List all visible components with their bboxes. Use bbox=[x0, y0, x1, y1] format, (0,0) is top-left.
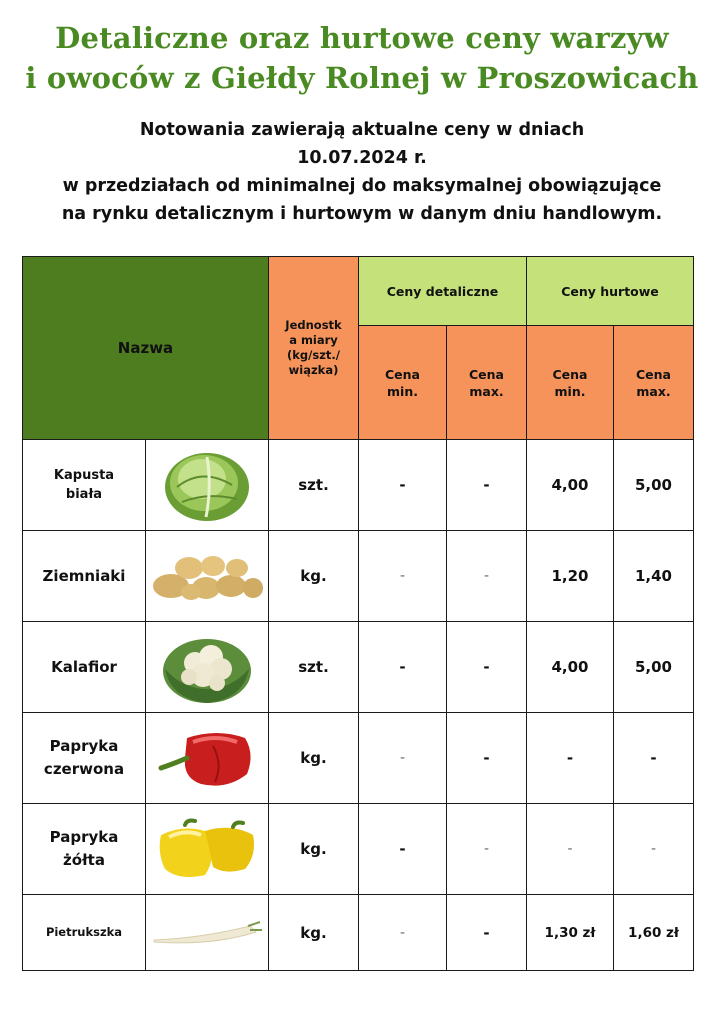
row-name bbox=[23, 804, 146, 895]
row-wholesale-max: - bbox=[614, 713, 694, 804]
header-wholesale-min-label: Cena min. bbox=[552, 366, 588, 399]
row-name-label: Papryka żółta bbox=[49, 828, 119, 869]
row-image bbox=[146, 804, 269, 895]
header-retail-min-label: Cena min. bbox=[385, 366, 420, 399]
price-table bbox=[22, 256, 694, 971]
row-name bbox=[23, 440, 146, 531]
row-unit: kg. bbox=[269, 531, 359, 622]
row-unit: szt. bbox=[269, 440, 359, 531]
row-retail-max: - bbox=[447, 713, 527, 804]
row-retail-max: - bbox=[447, 531, 527, 622]
row-name-label: Kapusta biała bbox=[53, 468, 115, 502]
row-image bbox=[146, 895, 269, 971]
row-unit: szt. bbox=[269, 622, 359, 713]
row-wholesale-max: 5,00 bbox=[614, 440, 694, 531]
table-row bbox=[23, 804, 694, 895]
row-name: Ziemniaki bbox=[23, 531, 146, 622]
header-name: Nazwa bbox=[23, 257, 269, 440]
cabbage-icon bbox=[162, 447, 252, 523]
row-retail-max: - bbox=[447, 804, 527, 895]
row-wholesale-min: 1,20 bbox=[527, 531, 614, 622]
table-row bbox=[23, 895, 694, 971]
row-retail-min: - bbox=[359, 440, 447, 531]
page-title-line-1: Detaliczne oraz hurtowe ceny warzyw bbox=[55, 21, 669, 55]
potatoes-icon bbox=[151, 548, 263, 604]
header-unit bbox=[269, 257, 359, 440]
row-wholesale-max: 1,60 zł bbox=[614, 895, 694, 971]
row-wholesale-max: - bbox=[614, 804, 694, 895]
red-pepper-icon bbox=[157, 724, 257, 792]
page-title bbox=[0, 18, 724, 98]
row-wholesale-min: 4,00 bbox=[527, 440, 614, 531]
yellow-pepper-icon bbox=[155, 817, 259, 881]
row-retail-min: - bbox=[359, 713, 447, 804]
table-row bbox=[23, 713, 694, 804]
row-name bbox=[23, 713, 146, 804]
row-unit: kg. bbox=[269, 713, 359, 804]
row-retail-min: - bbox=[359, 531, 447, 622]
subtitle-date: 10.07.2024 r. bbox=[297, 148, 427, 168]
row-wholesale-max: 1,40 bbox=[614, 531, 694, 622]
header-retail: Ceny detaliczne bbox=[359, 257, 527, 326]
header-retail-max bbox=[447, 326, 527, 440]
subtitle-line-1: Notowania zawierają aktualne ceny w dniach bbox=[139, 120, 585, 140]
header-wholesale-min bbox=[527, 326, 614, 440]
row-wholesale-min: - bbox=[527, 713, 614, 804]
row-name: Pietrukszka bbox=[23, 895, 146, 971]
row-retail-max: - bbox=[447, 895, 527, 971]
row-retail-max: - bbox=[447, 622, 527, 713]
row-image bbox=[146, 622, 269, 713]
row-retail-min: - bbox=[359, 622, 447, 713]
row-wholesale-min: 1,30 zł bbox=[527, 895, 614, 971]
header-wholesale-max bbox=[614, 326, 694, 440]
row-image bbox=[146, 440, 269, 531]
header-unit-label: Jednostka miary (kg/szt./ wiązka) bbox=[285, 318, 342, 377]
table-row bbox=[23, 622, 694, 713]
row-name-label: Papryka czerwona bbox=[43, 737, 125, 778]
row-retail-min: - bbox=[359, 895, 447, 971]
table-row bbox=[23, 531, 694, 622]
page-subtitle bbox=[0, 116, 724, 228]
row-image bbox=[146, 531, 269, 622]
row-wholesale-max: 5,00 bbox=[614, 622, 694, 713]
header-retail-max-label: Cena max. bbox=[469, 366, 504, 399]
header-wholesale-max-label: Cena max. bbox=[636, 366, 671, 399]
row-retail-max: - bbox=[447, 440, 527, 531]
parsley-root-icon bbox=[152, 918, 262, 948]
row-unit: kg. bbox=[269, 895, 359, 971]
cauliflower-icon bbox=[161, 629, 253, 705]
table-row bbox=[23, 440, 694, 531]
row-wholesale-min: - bbox=[527, 804, 614, 895]
row-name: Kalafior bbox=[23, 622, 146, 713]
row-unit: kg. bbox=[269, 804, 359, 895]
row-wholesale-min: 4,00 bbox=[527, 622, 614, 713]
header-wholesale: Ceny hurtowe bbox=[527, 257, 694, 326]
header-retail-min bbox=[359, 326, 447, 440]
row-image bbox=[146, 713, 269, 804]
page-title-line-2: i owoców z Giełdy Rolnej w Proszowicach bbox=[25, 61, 699, 95]
subtitle-line-4: na rynku detalicznym i hurtowym w danym dniu handlowym. bbox=[61, 204, 663, 224]
subtitle-line-3: w przedziałach od minimalnej do maksymalnej obowiązujące bbox=[62, 176, 662, 196]
row-retail-min: - bbox=[359, 804, 447, 895]
